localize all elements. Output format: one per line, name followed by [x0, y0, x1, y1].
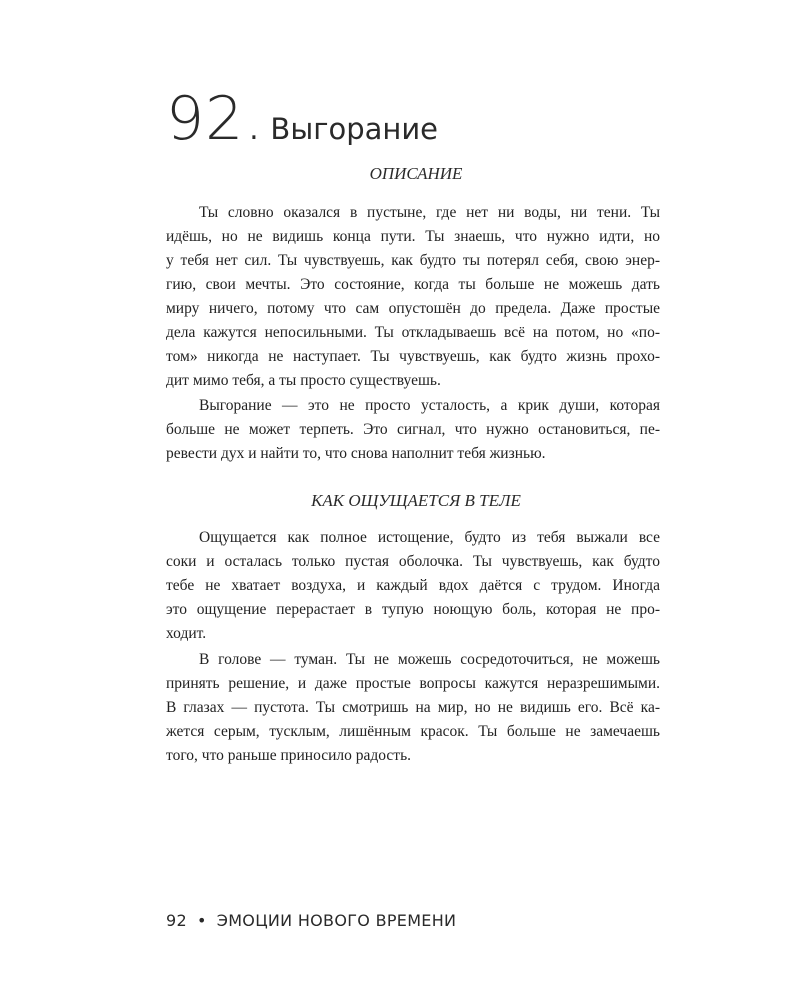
paragraph-line: Ты словно оказался в пустыне, где нет ни воды, ни тени. Ты	[199, 204, 660, 221]
paragraph-line: дит мимо тебя, а ты просто существуешь.	[166, 372, 441, 389]
paragraph-line: миру ничего, потому что сам опустошён до предела. Даже простые	[166, 300, 660, 317]
paragraph-line: ревести дух и найти то, что снова наполнит тебя жизнью.	[166, 445, 546, 462]
paragraph-line: В голове — туман. Ты не можешь сосредоточиться, не можешь	[199, 651, 660, 668]
paragraph-line: Выгорание — это не просто усталость, а крик души, которая	[199, 397, 660, 414]
paragraph-line: соки и осталась только пустая оболочка. Ты чувствуешь, как будто	[166, 553, 660, 570]
paragraph-line: ходит.	[166, 625, 207, 642]
paragraph-line: жется серым, тусклым, лишённым красок. Ты больше не замечаешь	[166, 723, 660, 740]
chapter-heading	[166, 84, 438, 154]
paragraph-line: того, что раньше приносило радость.	[166, 747, 412, 764]
paragraph-line: Ощущается как полное истощение, будто из тебя выжали все	[199, 529, 660, 546]
section-heading-description: ОПИСАНИЕ	[369, 164, 463, 183]
paragraph-line: у тебя нет сил. Ты чувствуешь, как будто ты потерял себя, свою энер-	[166, 252, 660, 269]
section-heading-body: КАК ОЩУЩАЕТСЯ В ТЕЛЕ	[311, 491, 521, 510]
chapter-number: 92.	[166, 84, 265, 154]
paragraph-line: идёшь, но не видишь конца пути. Ты знаешь, что нужно идти, но	[166, 228, 660, 245]
paragraph-line: гию, свои мечты. Это состояние, когда ты больше не можешь дать	[166, 276, 660, 293]
page-number: 92	[166, 911, 187, 930]
paragraph-line: это ощущение перерастает в тупую ноющую боль, которая не про-	[166, 601, 660, 618]
paragraph-line: принять решение, и даже простые вопросы кажутся неразрешимыми.	[166, 675, 660, 692]
paragraph-line: дела кажутся непосильными. Ты откладываешь всё на потом, но «по-	[166, 324, 660, 341]
paragraph-line: В глазах — пустота. Ты смотришь на мир, но не видишь его. Всё ка-	[166, 699, 660, 716]
chapter-title: Выгорание	[270, 112, 439, 146]
paragraph-line: том» никогда не наступает. Ты чувствуешь, как будто жизнь прохо-	[166, 348, 660, 365]
book-title: ЭМОЦИИ НОВОГО ВРЕМЕНИ	[216, 911, 457, 930]
bullet-separator: •	[196, 911, 207, 930]
paragraph-line: больше не может терпеть. Это сигнал, что нужно остановиться, пе-	[166, 421, 660, 438]
paragraph-line: тебе не хватает воздуха, и каждый вдох даётся с трудом. Иногда	[166, 577, 660, 594]
page-footer	[166, 911, 456, 930]
